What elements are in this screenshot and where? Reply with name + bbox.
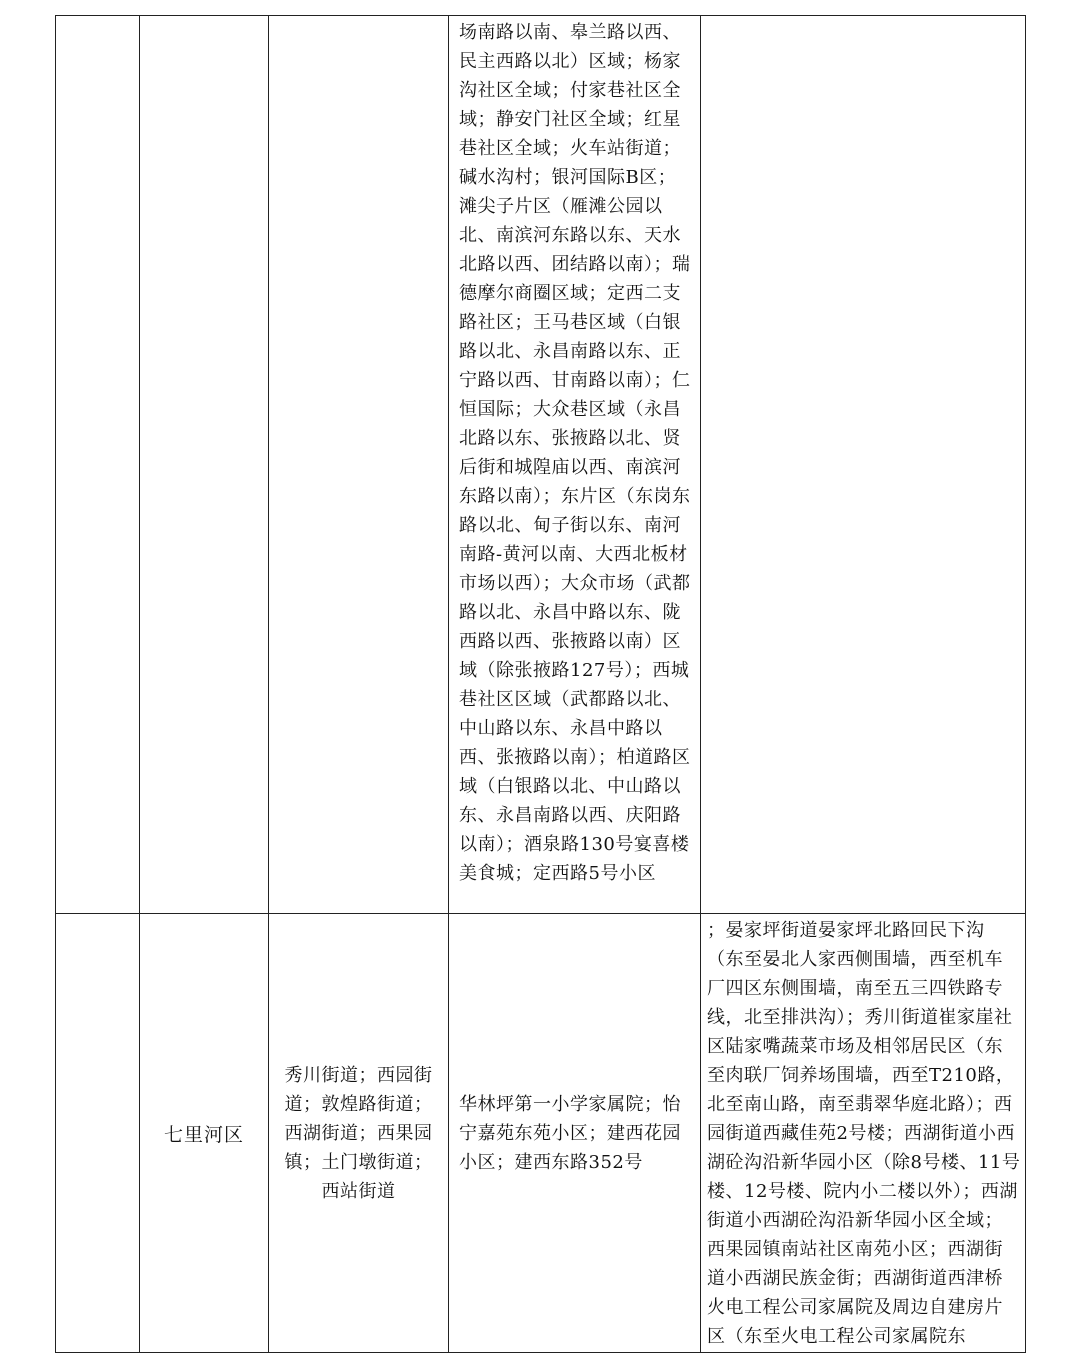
district-cell [140,914,269,1353]
index-cell [56,914,140,1353]
district-name: 七里河区 [163,1123,244,1146]
areas-text: 华林坪第一小学家属院；怡宁嘉苑东苑小区；建西花园小区；建西东路352号 [459,1093,681,1173]
notes-text [701,16,1025,18]
notes-cell [701,16,1026,914]
notes-cell [701,914,1026,1353]
streets-cell [269,914,449,1353]
areas-cell [449,914,701,1353]
zone-table [55,15,1026,1353]
table-row [56,914,1026,1353]
index-cell [56,16,140,914]
areas-cell [449,16,701,914]
table-row [56,16,1026,914]
streets-text: 秀川街道；西园街道；敦煌路街道；西湖街道；西果园镇；土门墩街道；西站街道 [284,1064,433,1202]
notes-text: ；晏家坪街道晏家坪北路回民下沟（东至晏北人家西侧围墙，西至机车厂四区东侧围墙，南至五三四铁路专线，北至排洪沟）；秀川街道崔家崖社区陆家嘴蔬菜市场及相邻居民区（东至肉联厂饲养场围墙，西至T210路，北至南山路，南至翡翠华庭北路）；西园街道西藏佳苑2号楼；西湖街道小西湖砼沟沿新华园小区（除8号楼、11号楼、12号楼、院内小二楼以外）；西湖街道小西湖砼沟沿新华园小区全域；西果园镇南站社区南苑小区；西湖街道小西湖民族金街；西湖街道西津桥火电工程公司家属院及周边自建房片区（东至火电工程公司家属院东 [707,920,1021,1347]
areas-text: 场南路以南、皋兰路以西、民主西路以北）区域；杨家沟社区全域；付家巷社区全域；静安门社区全域；红星巷社区全域；火车站街道；碱水沟村；银河国际B区；滩尖子片区（雁滩公园以北、南滨河东路以东、天水北路以西、团结路以南）；瑞德摩尔商圈区域；定西二支路社区；王马巷区域（白银路以北、永昌南路以东、正宁路以西、甘南路以南）；仁恒国际；大众巷区域（永昌北路以东、张掖路以北、贤后街和城隍庙以西、南滨河东路以南）；东片区（东岗东路以北、甸子街以东、南河南路-黄河以南、大西北板材市场以西）；大众市场（武都路以北、永昌中路以东、陇西路以西、张掖路以南）区域（除张掖路127号）；西城巷社区区域（武都路以北、中山路以东、永昌中路以西、张掖路以南）；柏道路区域（白银路以北、中山路以东、永昌南路以西、庆阳路以南）；酒泉路130号宴喜楼美食城；定西路5号小区 [459,22,691,884]
streets-cell [269,16,449,914]
district-cell [140,16,269,914]
